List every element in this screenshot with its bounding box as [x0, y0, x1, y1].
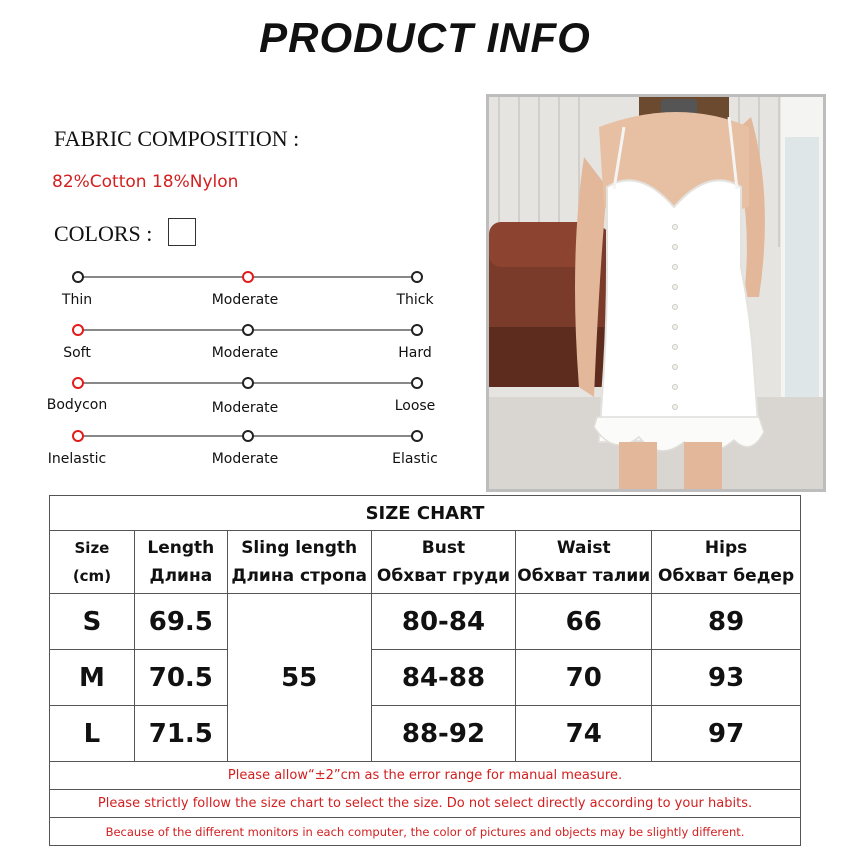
cell-length: 70.5	[134, 650, 227, 706]
scale-label-thin: Thin	[61, 292, 93, 308]
cell-waist: 74	[516, 706, 652, 762]
header-hips	[652, 531, 801, 594]
header-size	[50, 531, 135, 594]
header-sling-length-en: Sling length	[241, 538, 358, 558]
header-bust-en: Bust	[421, 538, 466, 558]
header-length-ru: Длина	[149, 566, 213, 586]
header-bust-ru: Обхват груди	[376, 566, 510, 586]
size-chart-title: SIZE CHART	[50, 496, 801, 531]
scale-label-elastic: Elastic	[392, 451, 438, 467]
scale-label-thick: Thick	[396, 292, 434, 308]
scale-dot-thick	[411, 271, 423, 283]
cell-bust: 88-92	[371, 706, 516, 762]
elasticity-scale	[40, 429, 460, 479]
scale-dot-moderate	[242, 430, 254, 442]
header-size-label: Size	[74, 539, 110, 557]
softness-scale	[40, 323, 460, 373]
scale-dot-hard	[411, 324, 423, 336]
header-length	[134, 531, 227, 594]
size-selection-note: Please strictly follow the size chart to select the size. Do not select directly according to your habits.	[50, 790, 801, 818]
scale-label-soft: Soft	[63, 345, 91, 361]
colors-label: COLORS :	[54, 221, 153, 246]
cell-size: M	[50, 650, 135, 706]
scale-dot-soft-selected	[72, 324, 84, 336]
cell-size: S	[50, 594, 135, 650]
header-waist	[516, 531, 652, 594]
dress-photo-illustration	[489, 97, 823, 489]
fabric-composition-label: FABRIC COMPOSITION :	[54, 126, 300, 151]
color-swatch-white[interactable]	[168, 218, 196, 246]
scale-dot-moderate	[242, 377, 254, 389]
scale-label-moderate: Moderate	[211, 400, 279, 416]
header-waist-en: Waist	[556, 538, 611, 558]
fabric-composition-value: 82%Cotton 18%Nylon	[52, 172, 239, 192]
size-chart-header-row	[50, 531, 801, 594]
scale-dot-elastic	[411, 430, 423, 442]
cell-sling-length: 55	[227, 594, 371, 762]
cell-length: 69.5	[134, 594, 227, 650]
product-photo	[486, 94, 826, 492]
header-size-unit: (cm)	[72, 567, 112, 585]
scale-label-moderate: Moderate	[211, 451, 279, 467]
table-row	[50, 594, 801, 650]
cell-bust: 80-84	[371, 594, 516, 650]
header-bust	[371, 531, 516, 594]
scale-dot-bodycon-selected	[72, 377, 84, 389]
scale-dot-inelastic-selected	[72, 430, 84, 442]
size-chart-table	[49, 495, 801, 846]
header-hips-en: Hips	[704, 538, 748, 558]
scale-label-bodycon: Bodycon	[46, 397, 108, 413]
header-hips-ru: Обхват бедер	[658, 566, 795, 586]
scale-dot-thin	[72, 271, 84, 283]
measurement-error-note: Please allow“±2”cm as the error range for manual measure.	[50, 762, 801, 790]
thickness-scale	[40, 270, 460, 320]
scale-dot-moderate-selected	[242, 271, 254, 283]
cell-length: 71.5	[134, 706, 227, 762]
cell-hips: 93	[652, 650, 801, 706]
cell-size: L	[50, 706, 135, 762]
table-row	[50, 706, 801, 762]
page-title: PRODUCT INFO	[259, 14, 591, 61]
fit-scale	[40, 376, 460, 426]
cell-waist: 70	[516, 650, 652, 706]
cell-waist: 66	[516, 594, 652, 650]
scale-label-loose: Loose	[394, 398, 436, 414]
cell-hips: 97	[652, 706, 801, 762]
header-sling-length-ru: Длина стропа	[231, 566, 367, 586]
color-difference-note: Because of the different monitors in each computer, the color of pictures and objects may be slightly different.	[50, 818, 801, 846]
scale-label-hard: Hard	[398, 345, 432, 361]
header-length-en: Length	[147, 538, 215, 558]
scale-label-moderate: Moderate	[211, 292, 279, 308]
scale-dot-loose	[411, 377, 423, 389]
header-sling-length	[227, 531, 371, 594]
header-waist-ru: Обхват талии	[517, 566, 651, 586]
cell-hips: 89	[652, 594, 801, 650]
scale-label-moderate: Moderate	[211, 345, 279, 361]
cell-bust: 84-88	[371, 650, 516, 706]
scale-dot-moderate	[242, 324, 254, 336]
table-row	[50, 650, 801, 706]
scale-label-inelastic: Inelastic	[47, 451, 107, 467]
